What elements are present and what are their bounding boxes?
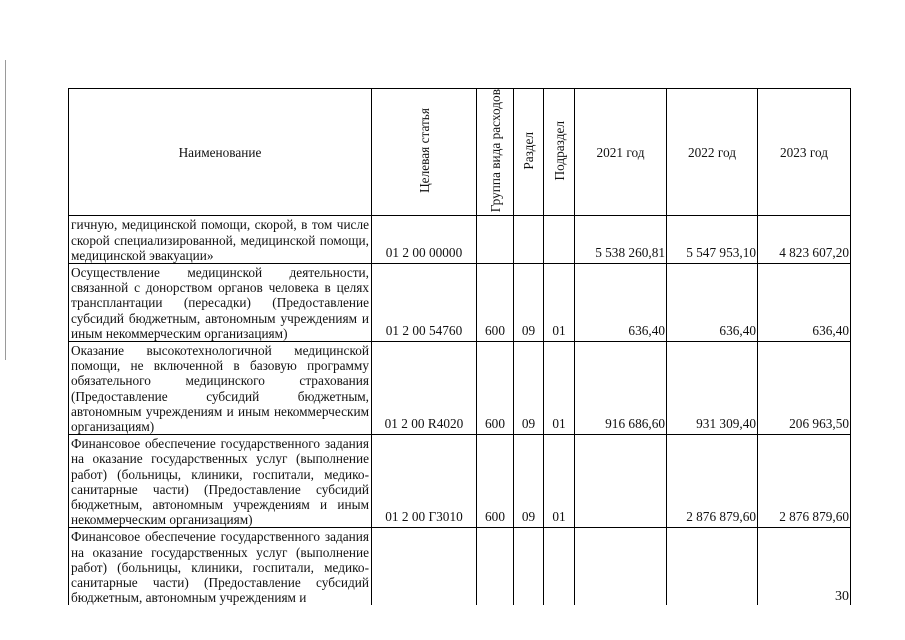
row-group: 600 bbox=[477, 264, 514, 342]
header-target-article bbox=[372, 89, 477, 216]
row-2022 bbox=[667, 528, 758, 606]
header-year-2021: 2021 год bbox=[575, 89, 667, 216]
row-section: 09 bbox=[514, 342, 544, 435]
row-section bbox=[514, 528, 544, 606]
header-section bbox=[514, 89, 544, 216]
budget-table bbox=[68, 88, 851, 605]
table-row bbox=[69, 216, 851, 264]
row-2021 bbox=[575, 435, 667, 528]
row-group: 600 bbox=[477, 342, 514, 435]
row-2021: 916 686,60 bbox=[575, 342, 667, 435]
row-section: 09 bbox=[514, 264, 544, 342]
header-name: Наименование bbox=[69, 89, 372, 216]
row-2023: 4 823 607,20 bbox=[758, 216, 851, 264]
row-2022: 2 876 879,60 bbox=[667, 435, 758, 528]
row-code bbox=[372, 528, 477, 606]
table-row bbox=[69, 342, 851, 435]
table-header-row bbox=[69, 89, 851, 216]
header-subsection bbox=[544, 89, 575, 216]
scan-margin-line bbox=[5, 60, 6, 360]
row-subsection bbox=[544, 528, 575, 606]
row-section: 09 bbox=[514, 435, 544, 528]
row-subsection: 01 bbox=[544, 264, 575, 342]
row-2023: 206 963,50 bbox=[758, 342, 851, 435]
row-2021: 636,40 bbox=[575, 264, 667, 342]
header-year-2022: 2022 год bbox=[667, 89, 758, 216]
row-subsection: 01 bbox=[544, 342, 575, 435]
row-code: 01 2 00 R4020 bbox=[372, 342, 477, 435]
table-row bbox=[69, 435, 851, 528]
row-name: гичную, медицинской помощи, скорой, в том числе скорой специализированной, медицинской помощи, медицинской эвакуации» bbox=[69, 216, 372, 264]
row-code: 01 2 00 54760 bbox=[372, 264, 477, 342]
row-2023: 2 876 879,60 bbox=[758, 435, 851, 528]
row-subsection: 01 bbox=[544, 435, 575, 528]
row-group bbox=[477, 528, 514, 606]
row-code: 01 2 00 00000 bbox=[372, 216, 477, 264]
table-row bbox=[69, 264, 851, 342]
header-year-2023: 2023 год bbox=[758, 89, 851, 216]
row-section bbox=[514, 216, 544, 264]
row-group bbox=[477, 216, 514, 264]
header-expense-group bbox=[477, 89, 514, 216]
row-subsection bbox=[544, 216, 575, 264]
row-name: Финансовое обеспечение государственного задания на оказание государственных услуг (выполнение работ) (больницы, клиники, госпитали, медико-санитарные части) (Предоставление субсидий бюджетным, автономным учреждениям и иным некоммерческим организациям) bbox=[69, 435, 372, 528]
row-code: 01 2 00 Г3010 bbox=[372, 435, 477, 528]
row-name: Оказание высокотехнологичной медицинской помощи, не включенной в базовую программу обязательного медицинского страхования (Предоставление субсидий бюджетным, автономным учреждениям и иным некоммерческим организациям) bbox=[69, 342, 372, 435]
page-number: 30 bbox=[835, 589, 849, 604]
row-2021 bbox=[575, 528, 667, 606]
row-2021: 5 538 260,81 bbox=[575, 216, 667, 264]
row-2022: 931 309,40 bbox=[667, 342, 758, 435]
row-name: Финансовое обеспечение государственного задания на оказание государственных услуг (выполнение работ) (больницы, клиники, госпитали, медико-санитарные части) (Предоставление субсидий бюджетным, автономным учреждениям и bbox=[69, 528, 372, 606]
row-2022: 5 547 953,10 bbox=[667, 216, 758, 264]
header-subsection-label: Подраздел bbox=[551, 120, 567, 181]
header-section-label: Раздел bbox=[521, 131, 536, 170]
row-2022: 636,40 bbox=[667, 264, 758, 342]
table-row bbox=[69, 528, 851, 606]
header-target-article-label: Целевая статья bbox=[416, 108, 432, 194]
row-2023: 636,40 bbox=[758, 264, 851, 342]
row-name: Осуществление медицинской деятельности, связанной с донорством органов человека в целях трансплантации (пересадки) (Предоставление субсидий бюджетным, автономным учреждениям и иным некоммерческим организациям) bbox=[69, 264, 372, 342]
header-expense-group-label: Группа вида расходов bbox=[487, 89, 503, 213]
row-group: 600 bbox=[477, 435, 514, 528]
